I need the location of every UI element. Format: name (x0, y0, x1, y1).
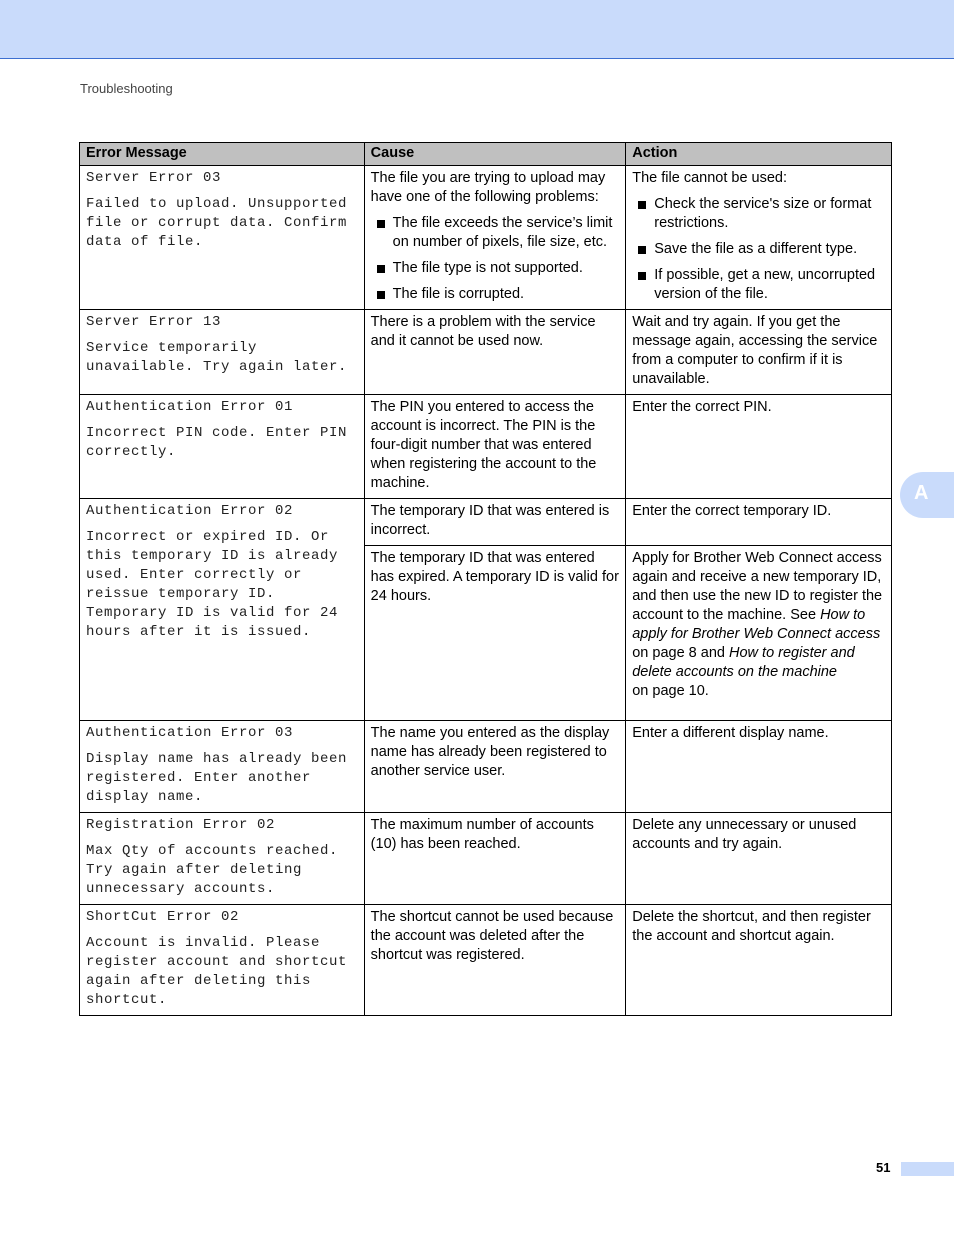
cause-cell: There is a problem with the service and it cannot be used now. (364, 310, 626, 395)
action-cell: Delete any unnecessary or unused accounts and try again. (626, 813, 892, 905)
cause-list (371, 214, 620, 304)
error-message-cell (80, 721, 365, 813)
error-code: Registration Error 02 (86, 817, 276, 833)
error-code: ShortCut Error 02 (86, 909, 240, 925)
list-item: Save the file as a different type. (632, 240, 885, 259)
cross-reference-link[interactable]: How to apply for Brother Web Connect access (632, 607, 881, 642)
error-code: Server Error 13 (86, 314, 222, 330)
error-code: Authentication Error 02 (86, 503, 294, 519)
action-cell: Enter the correct temporary ID. (626, 499, 892, 546)
error-message-cell (80, 395, 365, 499)
action-text: Apply for Brother Web Connect access again and receive a new temporary ID, and then use the new ID to register the account to the machine. See (632, 550, 883, 623)
error-message-cell (80, 166, 365, 310)
header-action: Action (626, 143, 892, 166)
error-text: Failed to upload. Unsupported file or corrupt data. Confirm data of file. (86, 196, 348, 250)
error-text: Account is invalid. Please register account and shortcut again after deleting this shortcut. (86, 935, 348, 1008)
action-text: on page 8 and (632, 645, 729, 661)
action-cell: Enter a different display name. (626, 721, 892, 813)
action-cell (626, 546, 892, 721)
header-band (0, 0, 954, 59)
list-item: The file exceeds the service’s limit on number of pixels, file size, etc. (371, 214, 620, 252)
action-cell: Wait and try again. If you get the message again, accessing the service from a computer to confirm if it is unavailable. (626, 310, 892, 395)
error-text: Incorrect or expired ID. Or this temporary ID is already used. Enter correctly or reissue temporary ID. Temporary ID is valid for 24 hours after it is issued. (86, 529, 339, 640)
cause-cell (364, 166, 626, 310)
section-title: Troubleshooting (80, 81, 173, 96)
cause-cell: The PIN you entered to access the account is incorrect. The PIN is the four-digit number that was entered when registering the account to the machine. (364, 395, 626, 499)
error-message-cell (80, 499, 365, 721)
chapter-tab-label: A (914, 482, 929, 504)
table-row (80, 905, 892, 1016)
table-row (80, 310, 892, 395)
list-item: The file type is not supported. (371, 259, 620, 278)
error-text: Max Qty of accounts reached. Try again after deleting unnecessary accounts. (86, 843, 339, 897)
action-text: on page 10. (632, 683, 709, 699)
error-text: Service temporarily unavailable. Try again later. (86, 340, 348, 375)
action-cell: Delete the shortcut, and then register the account and shortcut again. (626, 905, 892, 1016)
action-list (632, 195, 885, 304)
cause-cell: The shortcut cannot be used because the account was deleted after the shortcut was registered. (364, 905, 626, 1016)
error-code: Authentication Error 03 (86, 725, 294, 741)
header-error-message: Error Message (80, 143, 365, 166)
cross-reference-link[interactable]: How to register and delete accounts on the machine (632, 645, 855, 680)
cause-intro: The file you are trying to upload may have one of the following problems: (370, 170, 606, 205)
chapter-tab (900, 472, 954, 518)
cause-cell: The temporary ID that was entered is incorrect. (364, 499, 626, 546)
cause-cell: The maximum number of accounts (10) has been reached. (364, 813, 626, 905)
table-row (80, 721, 892, 813)
table-row (80, 813, 892, 905)
action-cell: Enter the correct PIN. (626, 395, 892, 499)
action-cell (626, 166, 892, 310)
error-message-cell (80, 813, 365, 905)
table-header-row (80, 143, 892, 166)
cause-cell: The name you entered as the display name has already been registered to another service user. (364, 721, 626, 813)
error-message-cell (80, 310, 365, 395)
list-item: Check the service's size or format restrictions. (632, 195, 885, 233)
error-message-cell (80, 905, 365, 1016)
error-code: Server Error 03 (86, 170, 222, 186)
action-intro: The file cannot be used: (632, 170, 788, 186)
list-item: If possible, get a new, uncorrupted version of the file. (632, 266, 885, 304)
list-item: The file is corrupted. (371, 285, 620, 304)
error-table (79, 142, 892, 1016)
page-tab (901, 1162, 954, 1176)
header-cause: Cause (364, 143, 626, 166)
table-row (80, 166, 892, 310)
error-text: Incorrect PIN code. Enter PIN correctly. (86, 425, 348, 460)
table-row (80, 395, 892, 499)
error-text: Display name has already been registered. Enter another display name. (86, 751, 348, 805)
table-row (80, 499, 892, 546)
page-number: 51 (876, 1160, 891, 1175)
error-code: Authentication Error 01 (86, 399, 294, 415)
cause-cell: The temporary ID that was entered has expired. A temporary ID is valid for 24 hours. (364, 546, 626, 721)
